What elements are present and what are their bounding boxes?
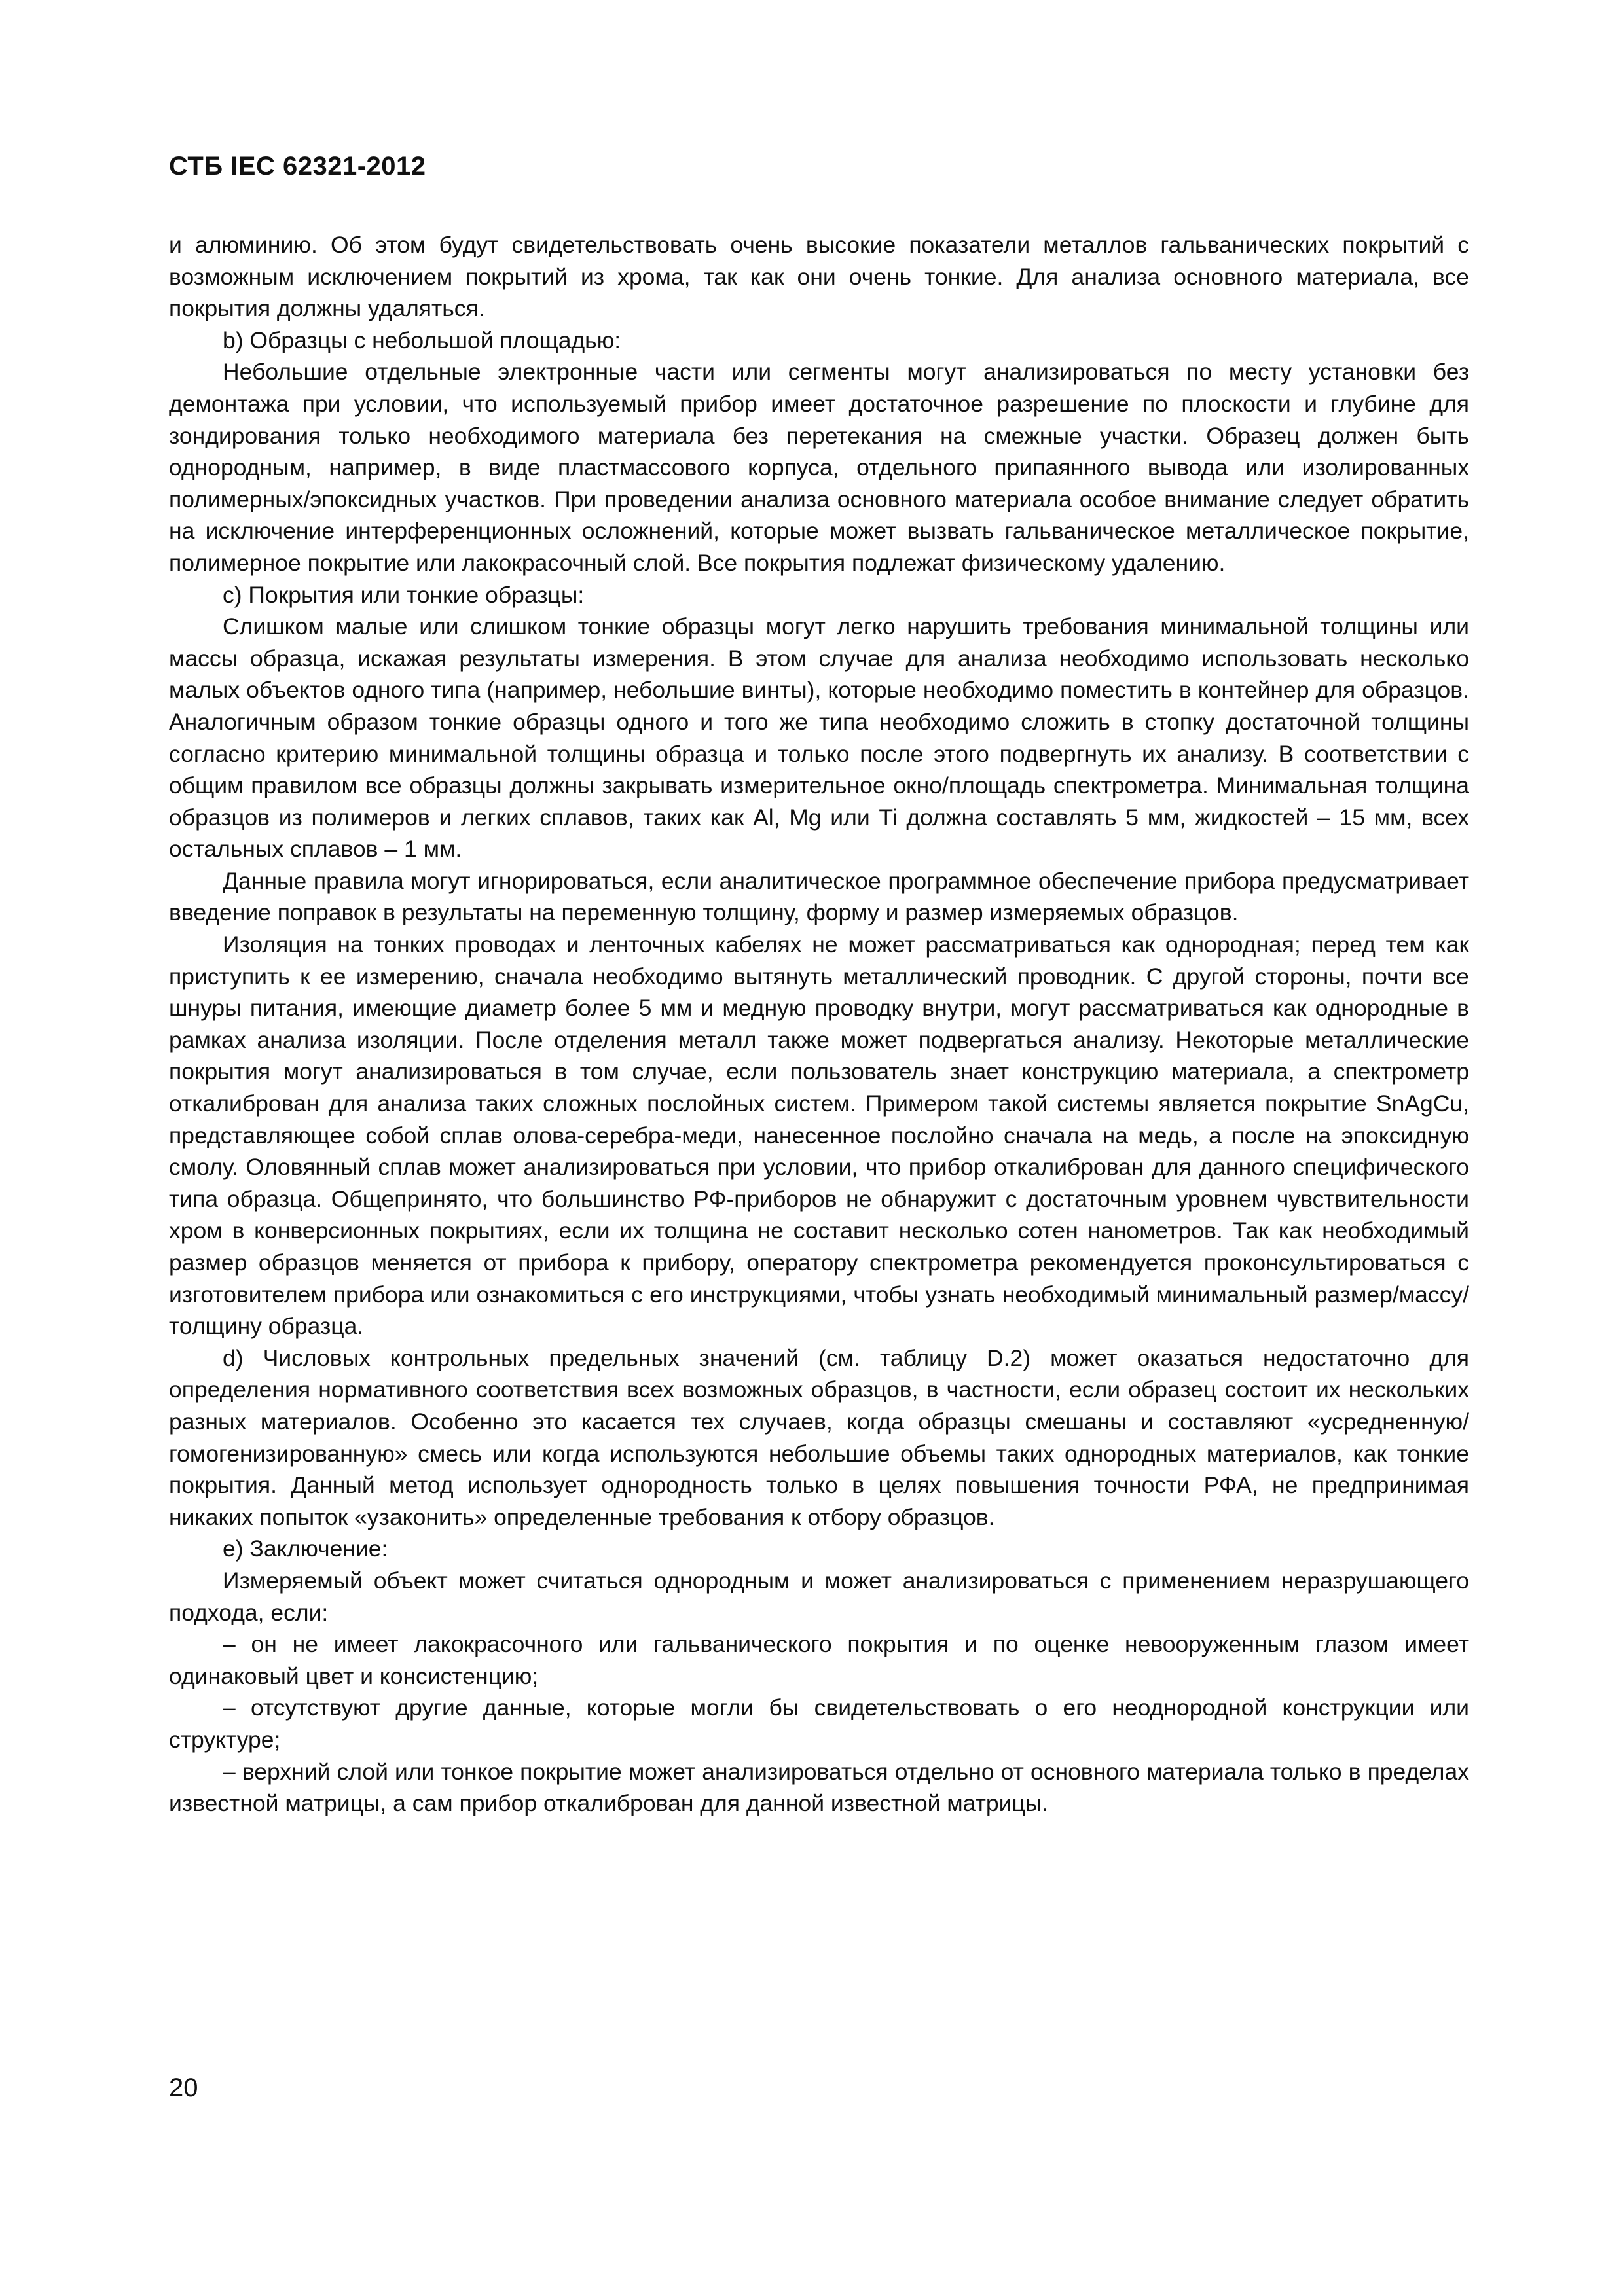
- paragraph-software-corrections: Данные правила могут игнорироваться, если аналитическое программное обеспечение прибора предусматривает введение поправок в результаты на переменную толщину, форму и размер измеряемых образцов.: [169, 867, 1469, 926]
- paragraph-insulation: Изоляция на тонких проводах и ленточных кабелях не может рассматриваться как однородная; перед тем как приступить к ее измерению, сначала необходимо вытянуть металлический проводник. С другой стороны, почти все шнуры питания, имеющие диаметр более 5 мм и медную проводку внутри, могут рассматриваться как однородные в рамках анализа изоляции. После отделения металл также может подвергаться анализу. Некоторые металлические покрытия могут анализироваться в том случае, если пользователь знает конструкцию материала, а спектрометр откалиброван для анализа таких сложных послойных систем. Примером такой системы является покрытие SnAgCu, представляющее собой сплав олова-серебра-меди, нанесенное послойно сначала на медь, а после на эпоксидную смолу. Оловянный сплав может анализироваться при условии, что прибор откалиброван для данного специфического типа образца. Общепринято, что большинство РФ-приборов не обнаружит с достаточным уровнем чувствительности хром в конверсионных покрытиях, если их толщина не составит несколько сотен нанометров. Так как необходимый размер образцов меняется от прибора к прибору, оператору спектрометра рекомендуется проконсультироваться с изготовителем прибора или ознакомиться с его инструкциями, чтобы узнать необходимый минимальный размер/массу/толщину образца.: [169, 931, 1469, 1340]
- paragraph-thin-samples: Слишком малые или слишком тонкие образцы могут легко нарушить требования минимальной толщины или массы образца, искажая результаты измерения. В этом случае для анализа необходимо использовать несколько малых объектов одного типа (например, небольшие винты), которые необходимо поместить в контейнер для образцов. Аналогичным образом тонкие образцы одного и того же типа необходимо сложить в стопку достаточной толщины согласно критерию минимальной толщины образца и только после этого подвергнуть их анализу. В соответствии с общим правилом все образцы должны закрывать измерительное окно/площадь спектрометра. Минимальная толщина образцов из полимеров и легких сплавов, таких как Al, Mg или Ti должна составлять 5 мм, жидкостей – 15 мм, всех остальных сплавов – 1 мм.: [169, 613, 1469, 863]
- page-number: 20: [169, 2073, 198, 2102]
- paragraph-conclusion-intro: Измеряемый объект может считаться однородным и может анализироваться с применением неразрушающего подхода, если:: [169, 1567, 1469, 1626]
- list-item-e-heading: e) Заключение:: [223, 1535, 388, 1562]
- paragraph-small-area-samples: Небольшие отдельные электронные части или сегменты могут анализироваться по месту установки без демонтажа при условии, что используемый прибор имеет достаточное разрешение по плоскости и глубине для зондирования только необходимого материала без перетекания на смежные участки. Образец должен быть однородным, например, в виде пластмассового корпуса, отдельного припаянного вывода или изолированных полимерных/эпоксидных участков. При проведении анализа основного материала особое внимание следует обратить на исключение интерференционных осложнений, которые может вызвать гальваническое металлическое покрытие, полимерное покрытие или лакокрасочный слой. Все покрытия подлежат физическому удалению.: [169, 359, 1469, 576]
- list-item-b-heading: b) Образцы с небольшой площадью:: [223, 327, 621, 353]
- page-header-standard-code: СТБ IEC 62321-2012: [169, 152, 426, 181]
- list-item-c-heading: c) Покрытия или тонкие образцы:: [223, 581, 585, 608]
- conclusion-item-3: – верхний слой или тонкое покрытие может анализироваться отдельно от основного материала только в пределах известной матрицы, а сам прибор откалиброван для данной известной матрицы.: [169, 1758, 1469, 1817]
- paragraph-continuation: и алюминию. Об этом будут свидетельствовать очень высокие показатели металлов гальванических покрытий с возможным исключением покрытий из хрома, так как они очень тонкие. Для анализа основного материала, все покрытия должны удаляться.: [169, 232, 1469, 322]
- conclusion-item-2: – отсутствуют другие данные, которые могли бы свидетельствовать о его неоднородной конструкции или структуре;: [169, 1695, 1469, 1753]
- list-item-d: d) Числовых контрольных предельных значений (см. таблицу D.2) может оказаться недостаточно для определения нормативного соответствия всех возможных образцов, в частности, если образец состоит их нескольких разных материалов. Особенно это касается тех случаев, когда образцы смешаны и составляют «усредненную/гомогенизированную» смесь или когда используются небольшие объемы таких однородных материалов, как тонкие покрытия. Данный метод использует однородность только в целях повышения точности РФА, не предпринимая никаких попыток «узаконить» определенные требования к отбору образцов.: [169, 1344, 1469, 1530]
- conclusion-item-1: – он не имеет лакокрасочного или гальванического покрытия и по оценке невооруженным глазом имеет одинаковый цвет и консистенцию;: [169, 1631, 1469, 1689]
- body-text: [169, 229, 1469, 1820]
